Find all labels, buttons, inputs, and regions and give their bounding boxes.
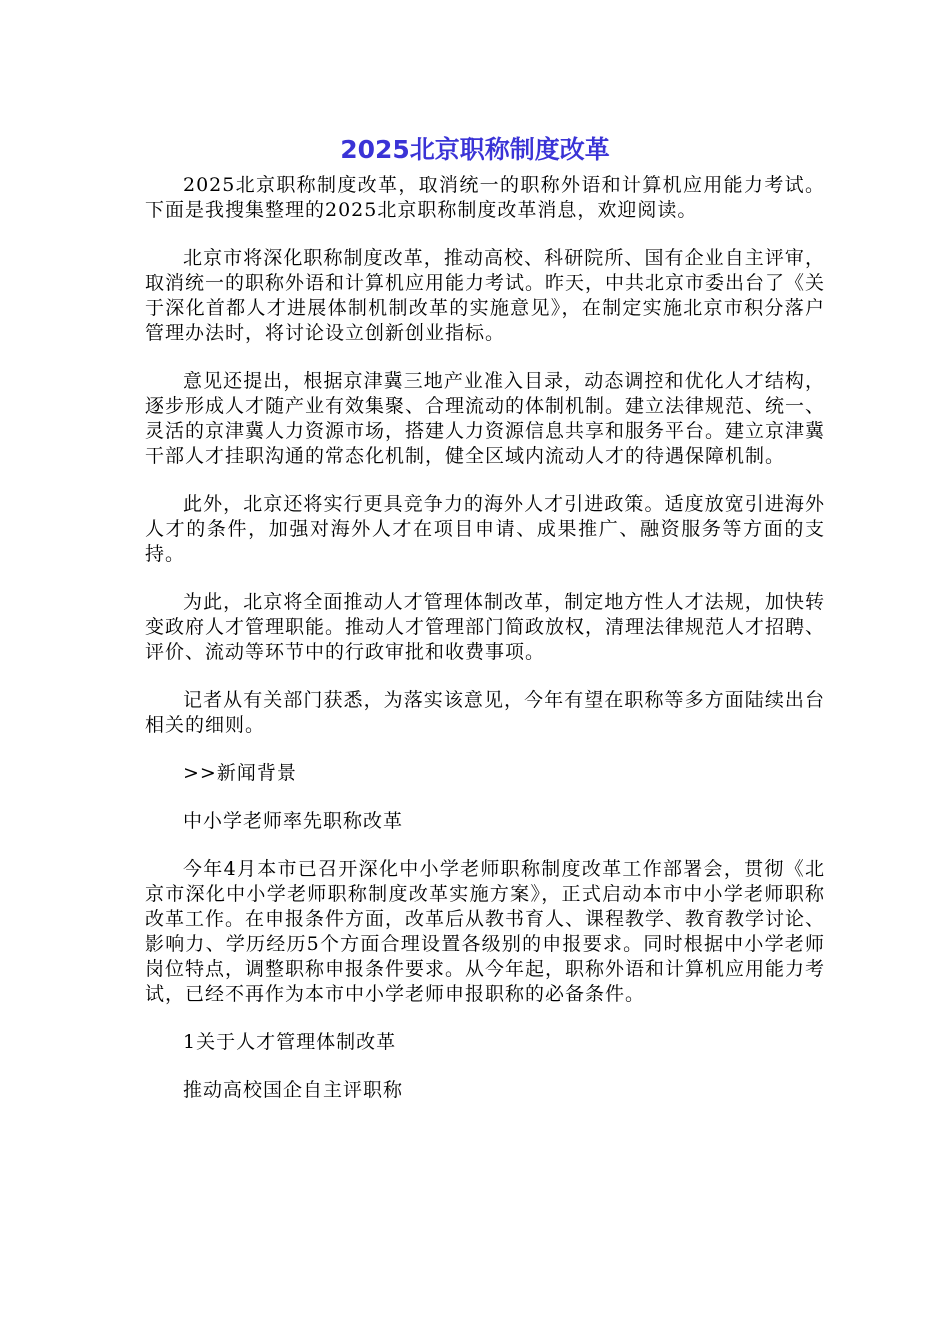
paragraph-reform-overview: 北京市将深化职称制度改革，推动高校、科研院所、国有企业自主评审，取消统一的职称外语和计算机应用能力考试。昨天，中共北京市委出台了《关于深化首都人才进展体制机制改革的实施意见》，在制定实施北京市积分落户管理办法时，将讨论设立创新创业指标。 — [145, 247, 826, 344]
paragraph-teachers-reform: 今年4月本市已召开深化中小学老师职称制度改革工作部署会，贯彻《北京市深化中小学老师职称制度改革实施方案》，正式启动本市中小学老师职称改革工作。在申报条件方面，改革后从教书育人、课程教学、教育教学讨论、影响力、学历经历5个方面合理设置各级别的申报要求。同时根据中小学老师岗位特点，调整职称申报条件要求。从今年起，职称外语和计算机应用能力考试，已经不再作为本市中小学老师申报职称的必备条件。 — [145, 858, 826, 1005]
paragraph-overseas-talent: 此外，北京还将实行更具竞争力的海外人才引进政策。适度放宽引进海外人才的条件，加强对海外人才在项目申请、成果推广、融资服务等方面的支持。 — [145, 493, 825, 565]
paragraph-jingjinji: 意见还提出，根据京津冀三地产业准入目录，动态调控和优化人才结构，逐步形成人才随产业有效集聚、合理流动的体制机制。建立法律规范、统一、灵活的京津冀人力资源市场，搭建人力资源信息共享和服务平台。建立京津冀干部人才挂职沟通的常态化机制，健全区域内流动人才的待遇保障机制。 — [145, 370, 826, 467]
document-title: 2025北京职称制度改革 — [340, 135, 610, 164]
section-heading-teachers: 中小学老师率先职称改革 — [183, 810, 404, 832]
paragraph-management-reform: 为此，北京将全面推动人才管理体制改革，制定地方性人才法规，加快转变政府人才管理职能。推动人才管理部门简政放权，清理法律规范人才招聘、评价、流动等环节中的行政审批和收费事项。 — [145, 591, 826, 663]
paragraph-reporter: 记者从有关部门获悉，为落实该意见，今年有望在职称等多方面陆续出台相关的细则。 — [145, 689, 825, 736]
paragraph-intro: 2025北京职称制度改革，取消统一的职称外语和计算机应用能力考试。下面是我搜集整理的2025北京职称制度改革消息，欢迎阅读。 — [145, 174, 825, 221]
document-body — [145, 173, 825, 1126]
section-heading-talent-management: 1关于人才管理体制改革 — [183, 1031, 397, 1053]
section-heading-news-background: >>新闻背景 — [183, 762, 297, 784]
section-heading-self-evaluation: 推动高校国企自主评职称 — [183, 1079, 404, 1101]
